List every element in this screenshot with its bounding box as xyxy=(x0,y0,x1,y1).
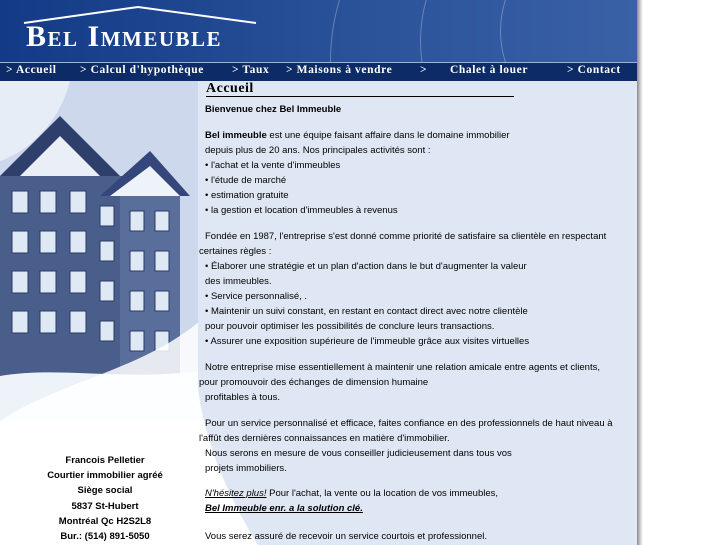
cta-tagline-line xyxy=(205,503,363,515)
p2-line: pour pouvoir optimiser les possibilités de conclure leurs transactions. xyxy=(205,321,495,332)
p3-line: pour promouvoir des échanges de dimension humaine xyxy=(199,377,429,388)
contact-phone: Bur.: (514) 891-5050 xyxy=(60,531,150,543)
p2-line: • Maintenir un suivi constant, en restant en contact direct avec notre clientèle xyxy=(205,306,528,317)
p2-line: • Assurer une exposition supérieure de l'immeuble grâce aux visites virtuelles xyxy=(205,336,530,347)
p4-line: projets immobiliers. xyxy=(205,463,287,474)
title-underline xyxy=(206,96,514,97)
activity-item: • l'achat et la vente d'immeubles xyxy=(205,160,341,171)
closing-line: Vous serez assuré de recevoir un service courtois et professionnel. xyxy=(205,531,487,542)
contact-office-label: Siège social xyxy=(77,485,133,497)
p2-line: des immeubles. xyxy=(205,276,272,287)
p2-line: • Service personnalisé, . xyxy=(205,291,308,302)
welcome-heading: Bienvenue chez Bel Immeuble xyxy=(205,104,342,115)
cta-rest: Pour l'achat, la vente ou la location de vos immeubles, xyxy=(266,488,499,499)
nav-taux[interactable]: > Taux xyxy=(232,64,270,76)
nav-chalet-a-louer[interactable]: Chalet à louer xyxy=(450,64,529,76)
page-title: Accueil xyxy=(206,81,254,96)
cta-tagline-link[interactable]: Bel Immeuble enr. a la solution clé. xyxy=(205,503,363,514)
header-decoration-arc xyxy=(500,0,637,62)
window-edge xyxy=(637,0,727,545)
left-panel xyxy=(0,81,200,545)
intro-line-2: depuis plus de 20 ans. Nos principales activités sont : xyxy=(205,145,431,156)
intro-rest: est une équipe faisant affaire dans le domaine immobilier xyxy=(266,130,510,141)
nav-contact[interactable]: > Contact xyxy=(567,64,621,76)
nav-maisons-a-vendre[interactable]: > Maisons à vendre xyxy=(286,64,393,76)
p4-line: Nous serons en mesure de vous conseiller judicieusement dans tous vos xyxy=(205,448,512,459)
p4-line: l'affût des dernières connaissances en matière d'immobilier. xyxy=(199,433,450,444)
contact-name: Francois Pelletier xyxy=(65,455,145,466)
p3-line: Notre entreprise mise essentiellement à maintenir une relation amicale entre agents et clients, xyxy=(205,362,600,373)
contact-city: Montréal Qc H2S2L8 xyxy=(58,515,152,527)
site-logo[interactable]: Bel Immeuble xyxy=(26,20,223,53)
contact-block xyxy=(0,453,210,544)
activity-item: • la gestion et location d'immeubles à revenus xyxy=(205,205,398,216)
activity-item: • estimation gratuite xyxy=(205,190,289,201)
nav-calcul-hypotheque[interactable]: > Calcul d'hypothèque xyxy=(80,64,204,76)
cta-line xyxy=(205,488,498,500)
cta-link[interactable]: N'hésitez plus! xyxy=(205,488,267,499)
main-nav xyxy=(0,62,637,82)
contact-title: Courtier immobilier agréé xyxy=(47,470,163,482)
nav-separator: > xyxy=(420,64,428,76)
p3-line: profitables à tous. xyxy=(205,392,280,403)
nav-accueil[interactable]: > Accueil xyxy=(6,64,57,76)
p2-line: certaines règles : xyxy=(199,246,272,257)
p2-line: Fondée en 1987, l'entreprise s'est donné comme priorité de satisfaire sa clientèle en respectant xyxy=(205,231,607,242)
p2-line: • Élaborer une stratégie et un plan d'action dans le but d'augmenter la valeur xyxy=(205,261,527,272)
contact-street: 5837 St-Hubert xyxy=(71,500,139,512)
building-illustration xyxy=(0,81,200,421)
intro-strong: Bel immeuble xyxy=(205,130,267,141)
main-content xyxy=(198,81,637,545)
intro-line xyxy=(205,130,510,142)
activity-item: • l'étude de marché xyxy=(205,175,287,186)
building-photo xyxy=(0,81,200,421)
p4-line: Pour un service personnalisé et efficace, faites confiance en des professionnels de haut niveau à xyxy=(205,418,613,429)
site-header xyxy=(0,0,637,62)
